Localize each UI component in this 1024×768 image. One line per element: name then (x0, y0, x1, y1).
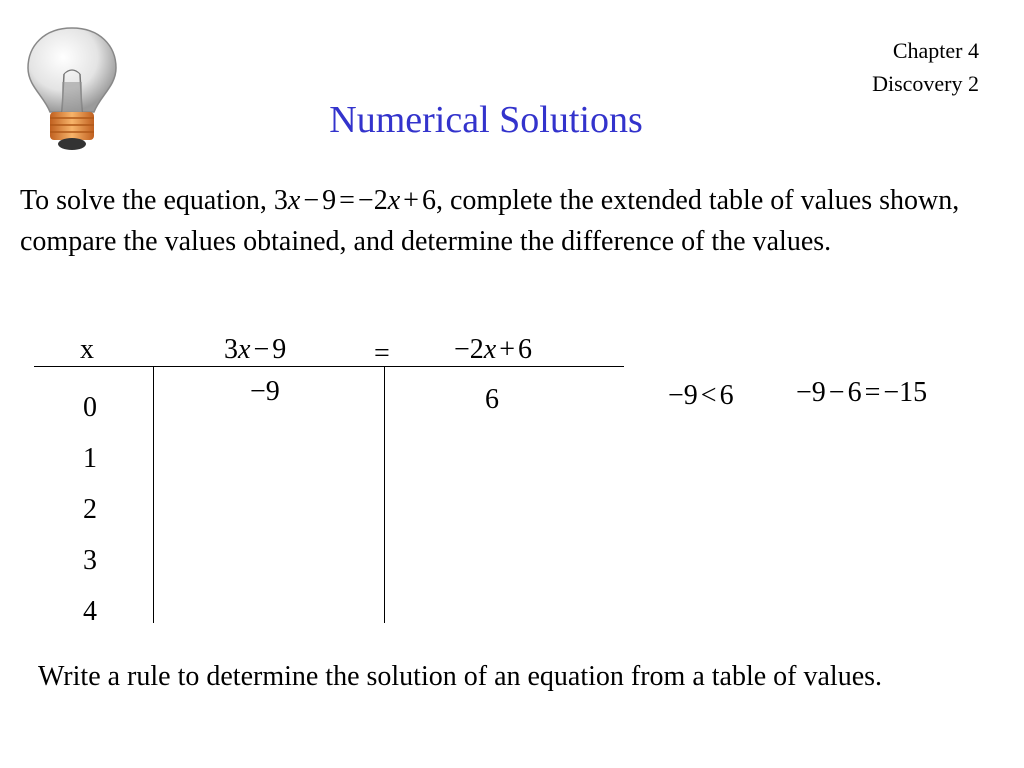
table-x-value: 3 (83, 545, 97, 576)
table-right-value: 6 (485, 384, 499, 415)
equation-inline: 3x − 9 = −2x + 6 (273, 185, 436, 216)
table-x-value: 4 (83, 596, 97, 627)
page-title: Numerical Solutions (329, 99, 643, 141)
rule-prompt: Write a rule to determine the solution of an equation from a table of values. (38, 661, 883, 692)
table-header-right-expression: −2x + 6 (454, 334, 533, 365)
comparison-difference: −9 − 6 = −15 (796, 377, 928, 408)
comparison-inequality: −9 < 6 (668, 380, 734, 411)
table-divider-left (153, 367, 154, 623)
table-header-left-expression: 3x − 9 (224, 334, 287, 365)
intro-text-end: , complete the extended table of values shown, compare the values obtained, and determine the difference of the values. (20, 185, 960, 257)
intro-paragraph (20, 180, 980, 262)
table-header-x: x (80, 334, 94, 365)
table-header-equals: = (374, 338, 390, 369)
table-x-value: 0 (83, 392, 97, 423)
table-divider-right (384, 367, 385, 623)
table-left-value: −9 (250, 376, 280, 407)
table-x-value: 2 (83, 494, 97, 525)
table-header-rule (34, 366, 624, 367)
chapter-label (872, 34, 979, 100)
intro-text-start: To solve the equation, (20, 185, 274, 216)
table-x-value: 1 (83, 443, 97, 474)
discovery-number: Discovery 2 (872, 71, 979, 96)
chapter-number: Chapter 4 (892, 38, 979, 63)
